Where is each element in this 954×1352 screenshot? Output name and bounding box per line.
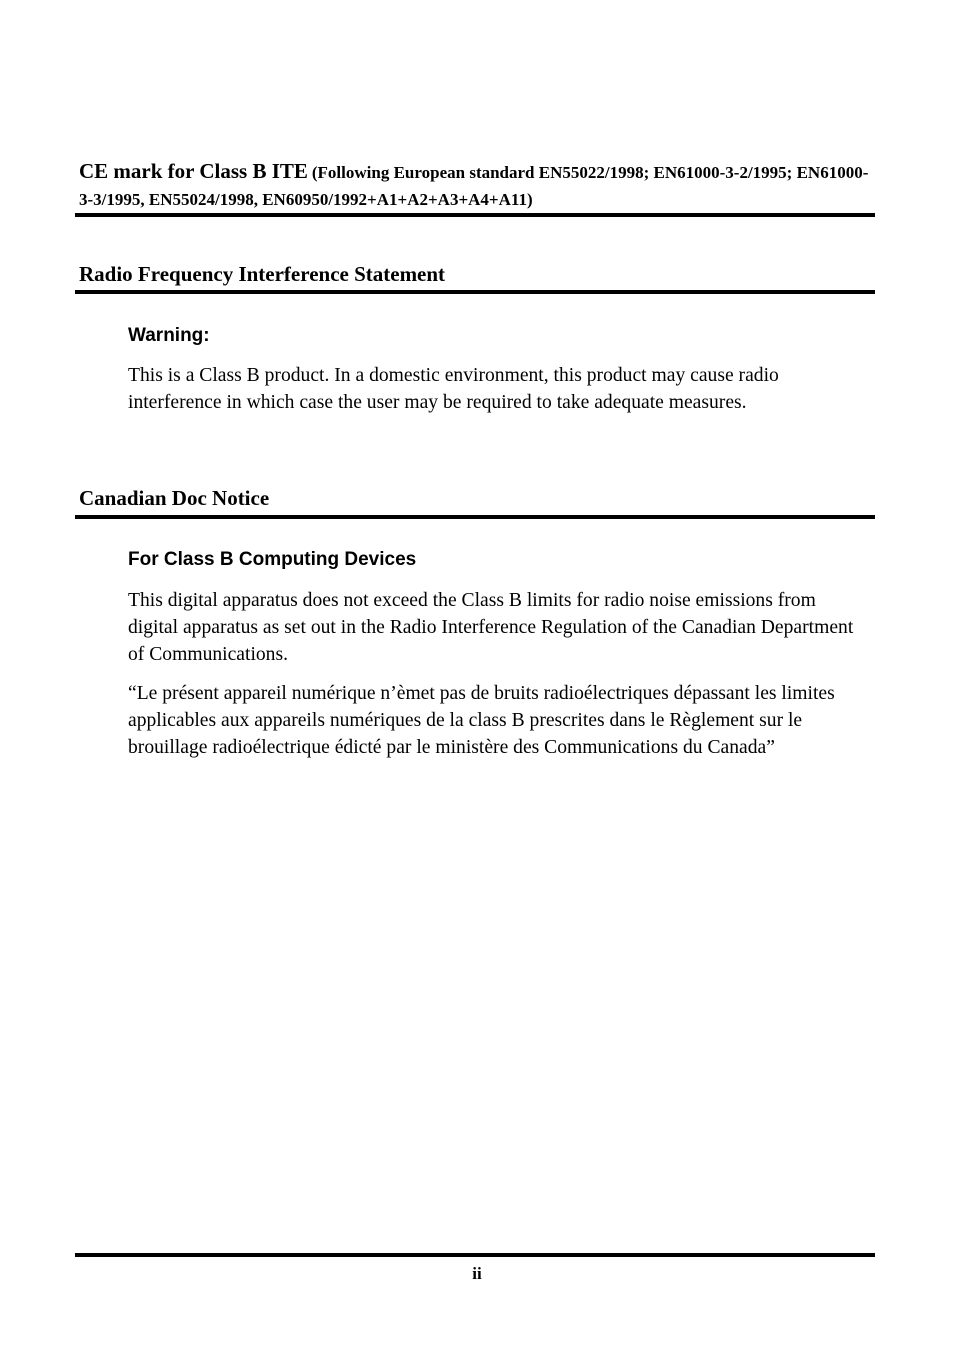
canadian-doc-heading: Canadian Doc Notice: [79, 486, 270, 510]
ce-mark-standards: (Following European standard EN55022/1998; EN61000-3-2/1995; EN61000-3-3/1995, EN55024/1998, EN60950/1992+A1+A2+A3+A4+A11): [79, 163, 869, 209]
canadian-notice-english: This digital apparatus does not exceed the Class B limits for radio noise emissions from digital apparatus as set out in the Radio Interference Regulation of the Canadian Department of Communications.: [128, 590, 854, 665]
page-number: ii: [472, 1264, 482, 1283]
footer-divider: [75, 1253, 875, 1257]
class-b-devices-heading: For Class B Computing Devices: [128, 549, 417, 570]
warning-label: Warning:: [128, 325, 210, 346]
canadian-notice-french: “Le présent appareil numérique n’èmet pas de bruits radioélectriques dépassant les limites applicables aux appareils numériques de la class B prescrites dans le Règlement sur le brouillage radioélectrique édicté par le ministère des Communications du Canada”: [128, 683, 835, 758]
ce-section-divider: [75, 213, 875, 217]
ce-mark-heading: [79, 158, 869, 214]
rfi-warning-text: This is a Class B product. In a domestic environment, this product may cause radio interference in which case the user may be required to take adequate measures.: [128, 365, 779, 413]
rfi-heading: Radio Frequency Interference Statement: [79, 262, 446, 286]
rfi-section-divider: [75, 290, 875, 294]
ce-mark-title: CE mark for Class B ITE: [79, 159, 308, 183]
canadian-section-divider: [75, 515, 875, 519]
